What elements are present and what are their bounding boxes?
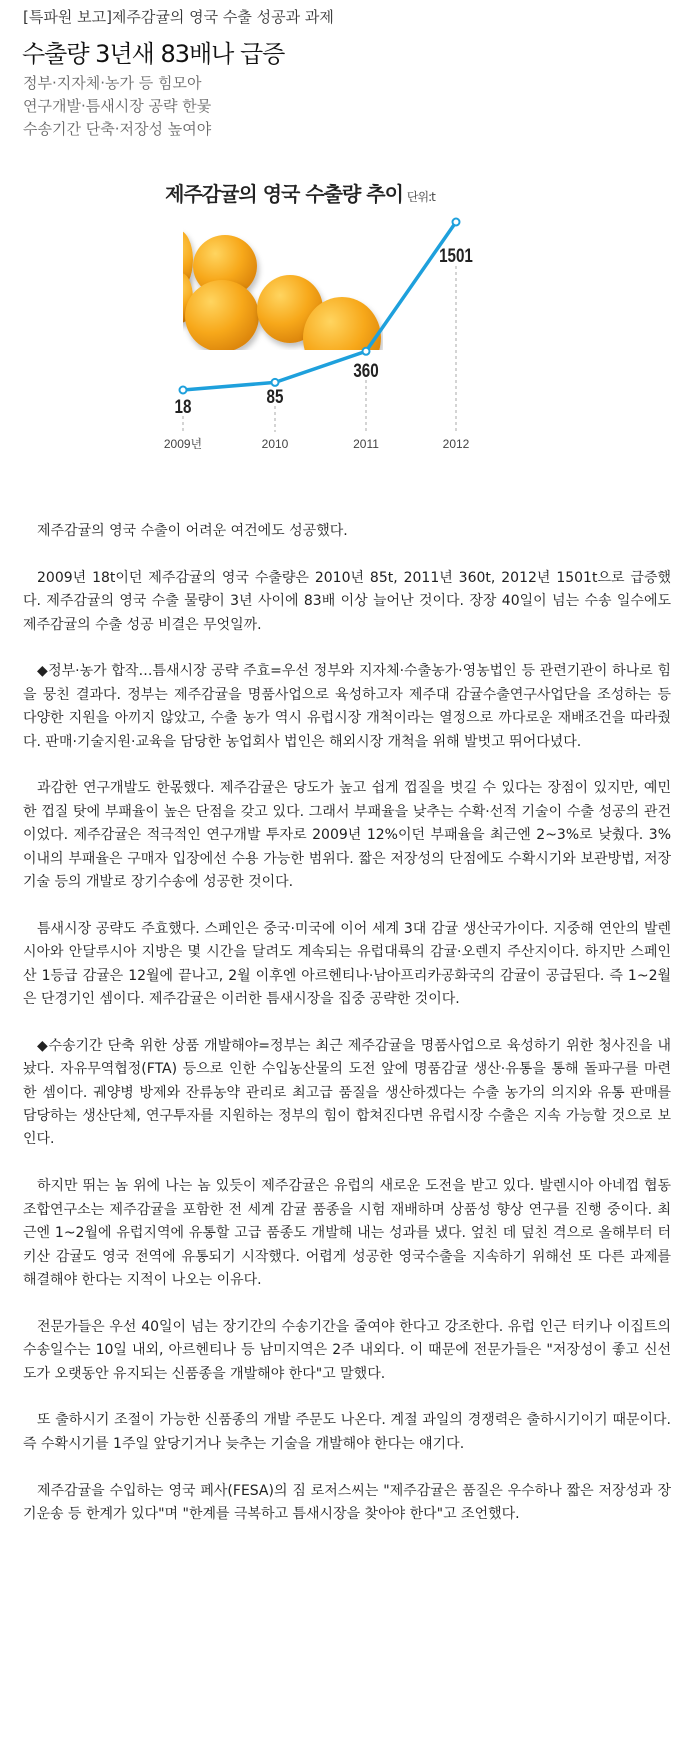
series-line: [183, 222, 456, 390]
paragraph: 또 출하시기 조절이 가능한 신품종의 개발 주문도 나온다. 계절 과일의 경쟁력은 출하시기이기 때문이다. 즉 수확시기를 1주일 앞당기거나 늦추는 기술을 개발해야 한다는 얘기다.: [23, 1412, 671, 1452]
x-tick-label: 2010: [261, 437, 289, 451]
paragraph: 2009년 18t이던 제주감귤의 영국 수출량은 2010년 85t, 2011년 360t, 2012년 1501t으로 급증했다. 제주감귤의 영국 수출 물량이 3년 사이에 83배 이상 늘어난 것이다. 장장 40일이 넘는 수송 일수에도 제주감귤의 수출 성공 비결은 무엇일까.: [23, 569, 671, 633]
paragraph: 과감한 연구개발도 한몫했다. 제주감귤은 당도가 높고 쉽게 껍질을 벗길 수 있다는 장점이 있지만, 예민한 껍질 탓에 부패율이 높은 단점을 갖고 있다. 그래서 부패율을 낮추는 수확·선적 기술이 수출 성공의 관건이었다. 제주감귤은 적극적인 연구개발 투자로 2009년 12%이던 부패율을 최근엔 2~3%로 낮췄다. 3% 이내의 부패율은 구매자 입장에선 수용 가능한 범위다. 짧은 저장성의 단점에도 수확시기와 보관방법, 저장기술 등의 개발로 장기수송에 성공한 것이다.: [23, 780, 671, 891]
data-point: [180, 387, 187, 394]
data-point: [453, 219, 460, 226]
headline: 수출량 3년새 83배나 급증: [22, 40, 285, 68]
paragraph: 틈새시장 공략도 주효했다. 스페인은 중국·미국에 이어 세계 3대 감귤 생산국가이다. 지중해 연안의 발렌시아와 안달루시아 지방은 몇 시간을 달려도 계속되는 유럽대륙의 감귤·오렌지 주산지이다. 하지만 스페인산 1등급 감귤은 12월에 끝나고, 2월 이후엔 아르헨티나·남아프리카공화국의 감귤이 공급된다. 즉 1~2월은 단경기인 셈이다. 제주감귤은 이러한 틈새시장을 집중 공략한 것이다.: [23, 920, 671, 1008]
line-chart: [0, 0, 686, 470]
article-body: [23, 520, 671, 1550]
paragraph: ◆정부·농가 합작…틈새시장 공략 주효=우선 정부와 지자체·수출농가·영농법인 등 관련기관이 하나로 힘을 뭉친 결과다. 정부는 제주감귤을 명품사업으로 육성하고자 제주대 감귤수출연구사업단을 조성하는 등 다양한 지원을 아끼지 않았고, 수출 농가 역시 유럽시장 개척이라는 열정으로 까다로운 재배조건을 따라줬다. 판매·기술지원·교육을 담당한 농업회사 법인은 해외시장 개척을 위해 발벗고 뛰어다녔다.: [23, 663, 671, 750]
x-tick-label: 2011: [353, 437, 379, 451]
data-label: 360: [353, 359, 379, 382]
x-tick-label: 2012: [442, 437, 470, 451]
data-label: 85: [266, 385, 284, 408]
kicker: [특파원 보고]제주감귤의 영국 수출 성공과 과제: [23, 8, 334, 26]
paragraph: 제주감귤의 영국 수출이 어려운 여건에도 성공했다.: [37, 523, 348, 539]
data-point: [363, 348, 370, 355]
subhead: 연구개발·틈새시장 공략 한뭋: [23, 97, 212, 115]
subhead: 정부·지자체·농가 등 힘모아: [23, 74, 202, 92]
paragraph: 전문가들은 우선 40일이 넘는 장기간의 수송기간을 줄여야 한다고 강조한다. 유럽 인근 터키나 이집트의 수송일수는 10일 내외, 아르헨티나 등 남미지역은 2주 내외다. 이 때문에 전문가들은 "저장성이 좋고 신선도가 오랫동안 유지되는 신품종을 개발해야 한다"고 말했다.: [23, 1318, 671, 1382]
data-label: 18: [174, 395, 192, 418]
x-tick-label: 2009년: [163, 437, 203, 451]
chart-title-text: 제주감귤의 영국 수출량 추이: [165, 182, 403, 206]
chart-unit: 단위:t: [406, 190, 435, 204]
paragraph: 하지만 뛰는 놈 위에 나는 놈 있듯이 제주감귤은 유럽의 새로운 도전을 받고 있다. 발렌시아 아네껍 협동조합연구소는 제주감귤을 포함한 전 세계 감귤 품종을 시험 재배하며 상품성 향상 연구를 진행 중이다. 최근엔 1~2월에 유럽지역에 유통할 고급 품종도 개발해 내는 성과를 냈다. 엎친 데 덮친 격으로 올해부터 터키산 감귤도 영국 전역에 유통되기 시작했다. 어렵게 성공한 영국수출을 지속하기 위해선 또 다른 과제를 해결해야 한다는 지적이 나오는 이유다.: [23, 1178, 671, 1288]
subhead: 수송기간 단축·저장성 높여야: [23, 120, 212, 138]
paragraph: ◆수송기간 단축 위한 상품 개발해야=정부는 최근 제주감귤을 명품사업으로 육성하기 위한 청사진을 내놨다. 자유무역협정(FTA) 등으로 인한 수입농산물의 도전 앞에 명품감귤 생산·유통을 통해 돌파구를 마련한 셈이다. 궤양병 방제와 잔류농약 관리로 최고급 품질을 생산하겠다는 수출 농가의 의지와 유통 판매를 담당하는 생산단체, 연구투자를 지원하는 정부의 힘이 합쳐진다면 유럽시장 수출은 지속 가능할 것으로 보인다.: [23, 1037, 671, 1148]
data-label: 1501: [439, 244, 473, 267]
paragraph: 제주감귤을 수입하는 영국 페사(FESA)의 짐 로저스씨는 "제주감귤은 품질은 우수하나 짧은 저장성과 장기운송 등 한계가 있다"며 "한계를 극복하고 틈새시장을 찾아야 한다"고 조언했다.: [23, 1482, 671, 1522]
